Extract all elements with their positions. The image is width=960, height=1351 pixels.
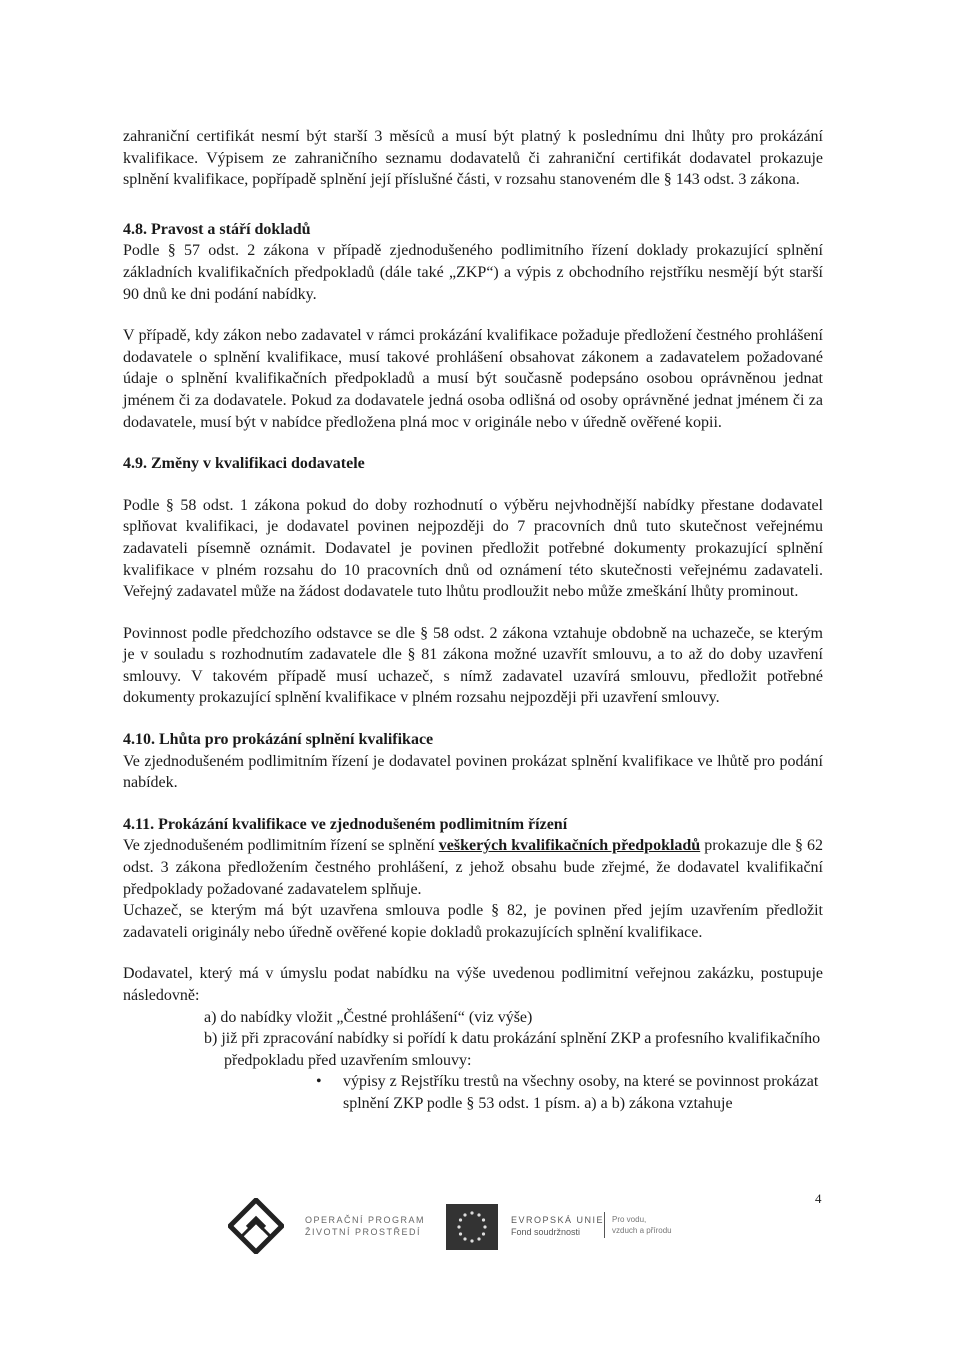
underlined-phrase: veškerých kvalifikačních předpokladů — [438, 837, 701, 855]
section-4-11-paragraph-2: Uchazeč, se kterým má být uzavřena smlouva podle § 82, je povinen před jejím uzavřením předložit zadavateli originály nebo úředně ověřené kopie dokladů prokazujících splnění kvalifikace. — [123, 902, 823, 941]
section-4-8-paragraph-1: Podle § 57 odst. 2 zákona v případě zjednodušeného podlimitního řízení doklady prokazující splnění základních kvalifikačních předpokladů (dále také „ZKP“) a výpis z obchodního rejstříku nesmějí být starší 90 dnů ke dni podání nabídky. — [123, 242, 823, 303]
footer-divider — [604, 1212, 605, 1238]
intro-paragraph: zahraniční certifikát nesmí být starší 3 měsíců a musí být platný k poslednímu dni lhůty pro prokázání kvalifikace. Výpisem ze zahraničního seznamu dodavatelů či zahraniční certifikát dodavatel prokazuje splnění kvalifikace, popřípadě splnění její příslušné části, v rozsahu stanoveném dle § 143 odst. 3 zákona. — [123, 128, 823, 189]
eu-text: EVROPSKÁ UNIE Fond soudržnosti — [511, 1215, 605, 1237]
eu-flag-icon — [446, 1204, 498, 1250]
eu-slogan: Pro vodu, vzduch a přírodu — [612, 1215, 672, 1235]
section-4-11-paragraph-3: Dodavatel, který má v úmyslu podat nabídku na výše uvedenou podlimitní veřejnou zakázku, postupuje následovně: — [123, 965, 823, 1004]
list-item: b) již při zpracování nabídky si pořídí k datu prokázání splnění ZKP a profesního kvalifikačního předpokladu před uzavřením smlouvy: — [204, 1030, 821, 1069]
list-item: • výpisy z Rejstříku trestů na všechny osoby, na které se povinnost prokázat splnění ZKP podle § 53 odst. 1 písm. a) a b) zákona vztahuje — [316, 1071, 823, 1114]
operacni-program-logo-icon — [228, 1198, 284, 1254]
section-4-8-heading: 4.8. Pravost a stáří dokladů — [123, 220, 311, 238]
footer-logos — [228, 1196, 698, 1256]
section-4-9-paragraph-2: Povinnost podle předchozího odstavce se dle § 58 odst. 2 zákona vztahuje obdobně na uchazeče, se kterým je v souladu s rozhodnutím zadavatele dle § 81 zákona možné uzavřít smlouvu, a to až do doby uzavření smlouvy. V takovém případě musí uchazeč, s nímž zadavatel uzavírá smlouvu, předložit potřebné dokumenty prokazující splnění kvalifikace v plném rozsahu nejpozději při uzavření smlouvy. — [123, 624, 823, 707]
section-4-10-heading: 4.10. Lhůta pro prokázání splnění kvalifikace — [123, 731, 434, 749]
section-4-11-paragraph-1: Ve zjednodušeném podlimitním řízení se splnění veškerých kvalifikačních předpokladů prokazuje dle § 62 odst. 3 zákona předložením čestného prohlášení, z jehož obsahu bude zřejmé, že dodavatel kvalifikační předpoklady požadované zadavatelem splňuje. — [123, 837, 824, 898]
list-item: a) do nabídky vložit „Čestné prohlášení“ (viz výše) — [204, 1008, 533, 1026]
section-4-10-paragraph-1: Ve zjednodušeném podlimitním řízení je dodavatel povinen prokázat splnění kvalifikace ve lhůtě pro podání nabídek. — [123, 752, 823, 792]
section-4-9-heading: 4.9. Změny v kvalifikaci dodavatele — [123, 455, 365, 473]
page-number: 4 — [815, 1191, 822, 1206]
steps-list — [123, 1007, 823, 1072]
bullet-list — [316, 1071, 823, 1114]
section-4-9-paragraph-1: Podle § 58 odst. 1 zákona pokud do doby rozhodnutí o výběru nejvhodnější nabídky přestane dodavatel splňovat kvalifikaci, je dodavatel povinen nejpozději do 7 pracovních dnů tuto skutečnost veřejnému zadavateli písemně oznámit. Dodavatel je povinen předložit potřebné dokumenty prokazující splnění kvalifikace v plném rozsahu do 10 pracovních dnů od oznámení této skutečnosti veřejnému zadavateli. Veřejný zadavatel může na žádost dodavatele tuto lhůtu prodloužit nebo může zmeškání lhůty prominout. — [123, 496, 823, 601]
section-4-8-paragraph-2: V případě, kdy zákon nebo zadavatel v rámci prokázání kvalifikace požaduje předložení čestného prohlášení dodavatele o splnění kvalifikace, musí takové prohlášení obsahovat zákonem a zadavatelem požadované údaje o splnění kvalifikačních předpokladů a musí být současně podepsáno osobou oprávněnou jednat jménem či za dodavatele. Pokud za dodavatele jedná osoba odlišná od osoby oprávněné jednat jménem či za dodavatele, musí být v nabídce předložena plná moc v originále nebo v úředně ověřené kopii. — [123, 327, 823, 431]
document-body — [123, 126, 823, 1115]
section-4-11-heading: 4.11. Prokázání kvalifikace ve zjednodušeném podlimitním řízení — [123, 815, 568, 833]
op-text: OPERAČNÍ PROGRAM ŽIVOTNÍ PROSTŘEDÍ — [305, 1215, 426, 1237]
